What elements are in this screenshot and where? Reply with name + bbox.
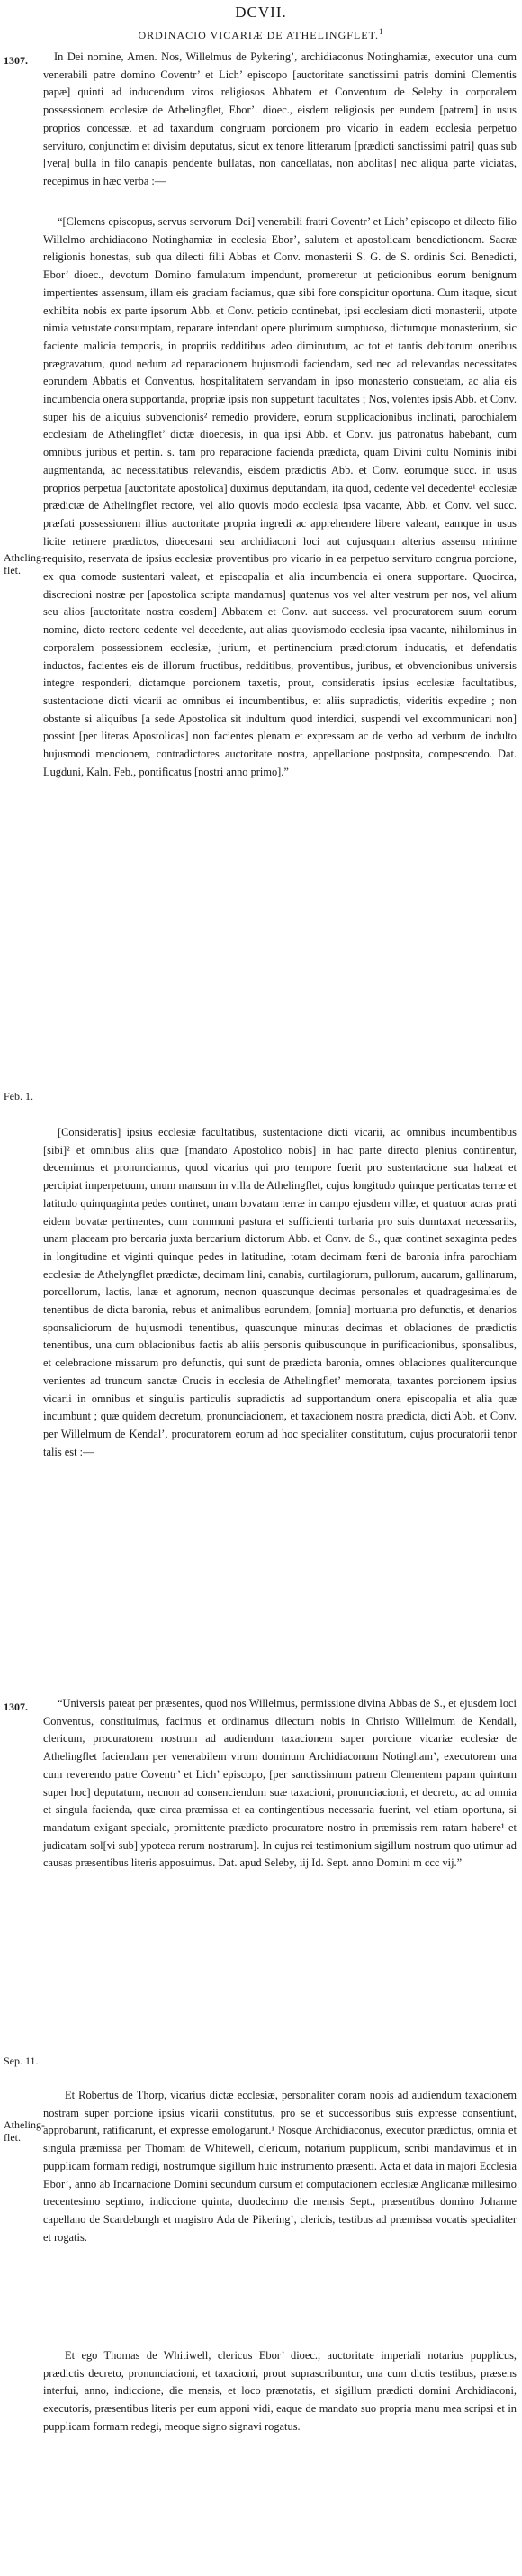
margin-date-sep: Sep. 11. [4, 2054, 39, 2067]
page-number: DCVII. [235, 4, 287, 21]
paragraph-notary-attestation: Et ego Thomas de Whitiwell, clericus Ebor’ dioec., auctoritate imperiali notarius pupplicus, prædictis decreto, pronunciacioni, et taxacioni, prout suprascribuntur, una cum dictis testibus, præsens interfui, anno, indiccione, die mensis, et loco prænotatis, et sigillum prædicti domini Archidiaconi, executoris, præsentibus literis per eum apponi vidi, eaque de mandato suo propria manu mea scripsi et in pupplicam formam redegi, meoque signo signavi rogatus. [43, 2349, 517, 2433]
paragraph-preamble: In Dei nomine, Amen. Nos, Willelmus de Pykering’, archidiaconus Notinghamiæ, executor una cum venerabili patre domino Coventr’ et Lich’ episcopo [auctoritate sanctissimi patris domini Clementis papæ] quinti ad inducendum viros religiosos Abbatem et Conventum de Seleby in corporalem possessionem ecclesiæ de Athelingflet, Ebor’. dioec., eisdem religiosis per eundem [patrem] in usus proprios concessæ, et ad taxandum congruam porcionem pro vicario in eadem ecclesia perpetuo servituro, conjunctim et divisim deputatus, sicut ex tenore litterarum [prædicti sanctissimi patri] quas sub [vera] bulla in filo canapis pendente bullatas, non cancellatas, non abolitas] nec aliqua parte viciatas, recepimus in hæc verba :— [43, 50, 517, 187]
margin-place-athelingflet: Atheling-flet. [4, 551, 45, 576]
paragraph-vicar-consent: Et Robertus de Thorp, vicarius dictæ ecclesiæ, personaliter coram nobis ad audiendum taxacionem nostram super porcione ipsius vicarii constitutus, pro se et successoribus suis expresse consentiunt, approbarunt, ratificarunt, et expresse emologarunt.¹ Nosque Archidiaconus, executor prædictus, omnia et singula præmissa per Thomam de Whitewell, clericum, notarium pupplicum, scribi mandavimus et in pupplicam formam redigi, nostrumque sigillum huic instrumento præsenti. Acta et data in majori Ecclesia Ebor’, anno ab Incarnacione Domini secundum cursum et computacionem ecclesiæ Anglicanæ millesimo trecentesimo septimo, indiccione quinta, duodecimo die mensis Sept., præsentibus domino Johanne capellano de Scardeburgh et magistro Ada de Pikering’, clericis, testibus ad præmissa vocatis specialiter et rogatis. [43, 2089, 517, 2244]
paragraph-procuratory: “Universis pateat per præsentes, quod nos Willelmus, permissione divina Abbas de S., et ejusdem loci Conventus, constituimus, facimus et ordinamus dilectum nobis in Christo Willelmum de Kendall, clericum, procuratorem nostrum ad audiendum taxacionem super porcione vicariæ ecclesiæ de Athelingflet faciendam per venerabilem virum dominum Archidiaconum Notingham’, executorem una cum reverendo patre Coventr’ et Lich’ episcopo, [per sanctissimum patrem Clementem papam quintum super hoc] deputatum, necnon ad consenciendum suæ taxacioni, pronunciacioni, et decreto, ac ad omnia et singula facienda, quæ circa præmissa et ea contingentibus necessaria fuerint, vel etiam oportuna, si mandatum exigant speciale, promittente prædicto procuratore nostro in præmissis rem ratam habere¹ et judicatam sol[vi sub] ypoteca rerum nostrarum]. In cujus rei testimonium sigillum nostrum quo utimur ad causas præsentibus literis apposuimus. Dat. apud Seleby, iij Id. Sept. anno Domini m ccc vij.” [43, 1697, 517, 1870]
paragraph-papal-bull: “[Clemens episcopus, servus servorum Dei] venerabili fratri Coventr’ et Lich’ episcopo et dilecto filio Willelmo archidiacono Notinghamiæ in ecclesia Ebor’, salutem et apostolicam benedictionem. Sacræ religionis honestas, sub qua dilecti filii Abbas et Conv. monasterii S. G. de S. ordinis Sci. Benedicti, Ebor’ dioec., devotum Domino famulatum impendunt, promeretur ut peticionibus eorum benignum impertientes assensum, illam eis graciam faciamus, quæ sibi fore conspicitur oportuna. Cum itaque, sicut exhibita nobis ex parte ipsorum Abb. et Conv. peticio continebat, ipsi ecclesiam dicti monasterii, utpote nimia vetustate consumptam, reparare intendant opere plurimum sumptuoso, dictumque monasterium, sic faciente malicia temporis, in propriis redditibus adeo diminutum, ac tot et tantis debitorum oneribus prægravatum, quod nedum ad reparacionem hujusmodi faciendam, sed nec ad relevandas necessitates eorundem Abbatis et Conventus, hospitalitatem servandam in ipso monasterio consuetam, ac alia eis incumbencia onera supportanda, propriæ ipsis non suppetunt facultates ; Nos, volentes ipsis Abb. et Conv. super his de aliquius subvencionis² remedio providere, eorum supplicacionibus inclinati, parochialem ecclesiam de Athelingflet’ dictæ dioecesis, in qua ipsi Abb. et Conv. jus patronatus habebant, cum omnibus juribus et pertin. s. tam pro reparacione facienda prædicta, quam Divini cultu Nominis inibi augmentanda, ac necessitatibus relevandis, eisdem prædictis Abb. et Conv. eorumque succ. in usus proprios perpetua [auctoritate apostolica] duximus deputandam, ita quod, cedente vel decedente¹ ecclesiæ prædictæ de Athelingflet rectore, vel alio quovis modo ecclesia ipsa vacante, Abb. et Conv. vel succ. præfati possessionem illius auctoritate propria ingredi ac apprehendere libere valeant, eamque in usus licite retinere prædictos, dioecesani seu archidiaconi loci aut cujusquam alterius assensu minime requisito, reservata de ipsius ecclesiæ proventibus pro vicario in ea perpetuo servituro congrua porcione, ex qua comode sustentari valeat, et episcopalia et alia incumbencia ei onera supportare. Quocirca, discrecioni nostræ per [apostolica scripta mandamus] quatenus vos vel alter vestrum per nos, vel alium seu alios [auctoritate nostra eosdem] Abbatem et Conv. aut success. vel procuratorem suum eorum nomine, dicto rectore cedente vel decedente, aut alias quovismodo ecclesia ipsa vacante, nihilominus in corporalem possessionem ecclesiæ, jurium, et pertinencium prædictorum inducatis, et defendatis inductos, facientes eis de illorum fructibus, redditibus, proventibus, juribus, et obvencionibus universis integre responderi, dictamque porcionem taxetis, prout, consideratis ipsius ecclesiæ facultatibus, sustentacione dicti vicarii ac omnibus ei incumbentibus, et aliis supradictis, videritis expedire ; non obstante si aliquibus [a sede Apostolica sit indultum quod interdici, suspendi vel excommunicari non] possint [per literas Apostolicas] non facientes plenam et expressam ac de verbo ad verbum de indulto hujusmodi mencionem, contradictores auctoritate nostra, appellacione postposita, compescendo. Dat. Lugduni, Kaln. Feb., pontificatus [nostri anno primo].” [43, 215, 517, 778]
margin-place-athelingflet-second: Atheling-flet. [4, 2118, 45, 2144]
margin-year-1307-second: 1307. [4, 1701, 28, 1713]
title-text: ORDINACIO VICARIÆ DE ATHELINGFLET. [138, 29, 380, 41]
margin-date-feb: Feb. 1. [4, 1090, 33, 1102]
title-footnote-marker: 1 [379, 27, 384, 36]
paragraph-vicarage-taxation: [Consideratis] ipsius ecclesiæ facultatibus, sustentacione dicti vicarii, ac omnibus incumbentibus [sibi]² et omnibus aliis quæ [mandato Apostolico nobis] in hac parte directo plenius continentur, decernimus et pronunciamus, quod vicarius qui pro tempore fuerit pro sustentacione sua habeat et percipiat imperpetuum, unum mansum in villa de Athelingflet, cujus longitudo quinque perticatas terræ et latitudo quinquaginta pedes continet, unam bovatam terræ in campo ejusdem villæ, et quatuor acras prati eidem bovatæ pertinentes, cum communi pastura et sufficienti turbaria pro suis dumtaxat necessariis, unam placeam pro bercaria juxta bercarium dictorum Abb. et Conv. de S., quæ continet sexaginta pedes in longitudine et viginti quinque pedes in latitudine, totam decimam fœni de baronia infra parochiam ecclesiæ de Athelyngflet prædictæ, decimam lini, canabis, curtilagiorum, pullorum, aucarum, gallinarum, porcellorum, lactis, lanæ et agnorum, necnon quascunque decimas personales et quadragesimales de tenentibus de dicta baronia, rebus et animalibus eorundem, [omnia] mortuaria pro defunctis, et denarios sponsaliciorum de hujusmodi tenentibus, quascunque minutas decimas et oblaciones de prædictis tenentibus, una cum oblacionibus factis ab aliis personis quibuscunque in purificacionibus, sponsalibus, et celebracione missarum pro defunctis, qui sunt de prædicta baronia, omnes oblaciones qualitercunque venientes ad truncum sanctæ Crucis in ecclesia de Athelingflet’ memorata, taxantes porcionem ipsius vicarii in omnibus et singulis particulis supradictis ad supportandum onera episcopalia et alia quæ incumbunt ; quæ quidem decretum, pronunciacionem, et taxacionem nostra prædicta, dicti Abb. et Conv. per Willelmum de Kendal’, procuratorem eorum ad hoc specialiter constitutum, cujus procuratorii tenor talis est :— [43, 1126, 517, 1458]
document-title [0, 27, 522, 42]
margin-year-1307: 1307. [4, 54, 28, 67]
